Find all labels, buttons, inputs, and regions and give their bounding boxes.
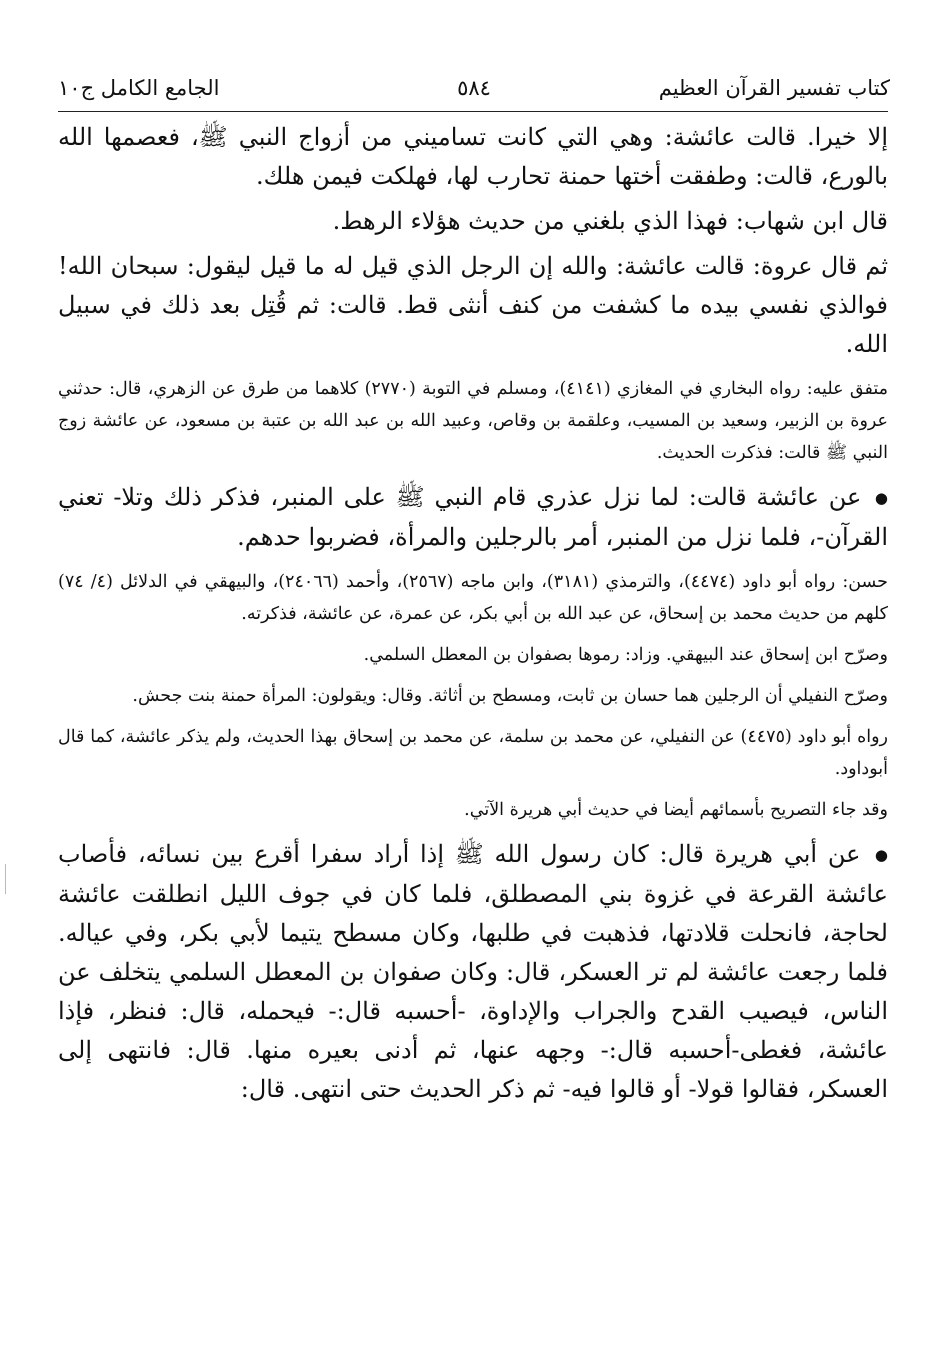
hadith-grading-note: حسن: رواه أبو داود (٤٤٧٤)، والترمذي (٣١٨١)، وابن ماجه (٢٥٦٧)، وأحمد (٢٤٠٦٦)، والبيهقي في الدلائل (٤/ ٧٤) كلهم من حديث محمد بن إسحاق، عن عبد الله بن أبي بكر، عن عمرة، عن عائشة، فذكرته.	[58, 572, 888, 624]
hadith-paragraph: ● عن أبي هريرة قال: كان رسول الله ﷺ إذا أراد سفرا أقرع بين نسائه، فأصاب عائشة القرعة في غزوة بني المصطلق، فلما كان في جوف الليل انطلقت عائشة لحاجة، فانحلت قلادتها، فذهبت في طلبها، وكان مسطح يتيما لأبي بكر، وفي عياله. فلما رجعت عائشة لم تر العسكر، قال: وكان صفوان بن المعطل السلمي يتخلف عن الناس، فيصيب القدح والجراب والإداوة، -أحسبه قال:- فيحمله، قال: فنظر، فإذا عائشة، فغطى-أحسبه قال:- وجهه عنها، ثم أدنى بعيره منها. قال: فانتهى إلى العسكر، فقالوا قولا- أو قالوا فيه- ثم ذكر الحديث حتى انتهى. قال:	[58, 835, 888, 1109]
hadith-paragraph: ● عن عائشة قالت: لما نزل عذري قام النبي ﷺ على المنبر، فذكر ذلك وتلا- تعني القرآن-، فلما نزل من المنبر، أمر بالرجلين والمرأة، فضربوا حدهم.	[58, 478, 888, 557]
commentary-note: وقد جاء التصريح بأسمائهم أيضا في حديث أبي هريرة الآتي.	[464, 800, 888, 820]
margin-mark	[5, 864, 6, 894]
commentary-note: وصرّح النفيلي أن الرجلين هما حسان بن ثابت، ومسطح بن أثاثة. وقال: ويقولون: المرأة حمنة بنت جحش.	[132, 686, 888, 706]
volume-label: الجامع الكامل ج١٠	[58, 76, 220, 100]
bullet-icon	[871, 478, 888, 518]
bullet-icon	[871, 835, 888, 875]
main-paragraph: ثم قال عروة: قالت عائشة: والله إن الرجل الذي قيل له ما قيل ليقول: سبحان الله! فوالذي نفسي بيده ما كشفت من كنف أنثى قط. قالت: ثم قُتِل بعد ذلك في سبيل الله.	[58, 252, 888, 358]
page-number: ٥٨٤	[457, 76, 491, 100]
hadith-grading-note: متفق عليه: رواه البخاري في المغازي (٤١٤١)، ومسلم في التوبة (٢٧٧٠) كلاهما من طرق عن الزهري، قال: حدثني عروة بن الزبير، وسعيد بن المسيب، وعلقمة بن وقاص، وعبيد الله بن عبد الله بن عتبة بن مسعود، عن عائشة زوج النبي ﷺ قالت: فذكرت الحديث.	[58, 379, 888, 463]
running-header	[58, 74, 890, 108]
main-paragraph: قال ابن شهاب: فهذا الذي بلغني من حديث هؤلاء الرهط.	[332, 207, 888, 235]
book-title: كتاب تفسير القرآن العظيم	[658, 76, 890, 100]
header-rule	[58, 111, 888, 112]
commentary-note: رواه أبو داود (٤٤٧٥) عن النفيلي، عن محمد بن سلمة، عن محمد بن إسحاق بهذا الحديث، ولم يذكر عائشة، كما قال أبوداود.	[58, 727, 888, 779]
page-body	[58, 118, 888, 1109]
main-paragraph: إلا خيرا. قالت عائشة: وهي التي كانت تساميني من أزواج النبي ﷺ، فعصمها الله بالورع، قالت: وطفقت أختها حمنة تحارب لها، فهلكت فيمن هلك.	[58, 123, 888, 190]
commentary-note: وصرّح ابن إسحاق عند البيهقي. وزاد: رموها بصفوان بن المعطل السلمي.	[363, 645, 888, 665]
